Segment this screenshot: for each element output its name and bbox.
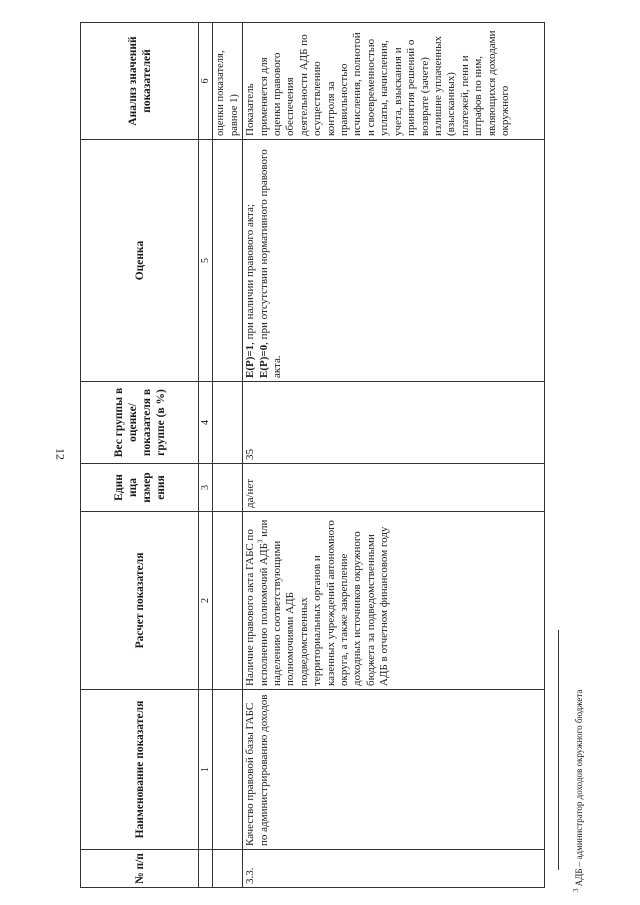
row-calculation: Наличие правового акта ГАБС по исполнению полномочий АДБ$^3$ или наделению соответствующими полномочиями АДБ подведомственных территориальных органов и казенных учреждений автономного округа, а также закрепление доходных источников окружного бюджета за подведомственными АДБ в отчетном финансовом году [243,512,545,690]
column-number-cell [199,850,213,888]
footnote: $^3$ АДБ – администратор доходов окружного бюджета [572,689,584,892]
column-number-row [199,23,213,888]
indicator-table [80,22,545,888]
row-score: E(P)=1, при наличии правового акта; E(P)=0, при отсутствии нормативного правового акта. [243,140,545,382]
rotated-table-container [80,23,545,888]
row-indicator-name: Качество правовой базы ГАБС по администрированию доходов [243,690,545,850]
header-cell-analysis: Анализ значений показателей [81,23,199,140]
header-cell-name: Наименование показателя [81,690,199,850]
footnote-ref: 3 [255,539,264,544]
row-unit: да/нет [243,464,545,512]
carry-over-cell: оценки показателя, равное 1) [213,23,243,140]
row-weight: 35 [243,382,545,464]
page-number: 12 [53,448,68,460]
carry-over-row [213,23,243,888]
table-row [243,23,545,888]
column-number-cell: 3 [199,464,213,512]
column-number-cell: 1 [199,690,213,850]
footnote-marker: 3 [572,888,580,892]
header-cell-score: Оценка [81,140,199,382]
column-number-cell: 6 [199,23,213,140]
header-cell-unit: Един ица измер ения [81,464,199,512]
header-row [81,23,199,888]
column-number-cell: 5 [199,140,213,382]
footnote-divider [558,630,559,870]
column-number-cell: 2 [199,512,213,690]
header-cell-calc: Расчет показателя [81,512,199,690]
header-cell-num: № п/п [81,850,199,888]
header-cell-weight: Вес группы в оценке/ показателя в группе (в %) [81,382,199,464]
column-number-cell: 4 [199,382,213,464]
row-number: 3.3. [243,850,545,888]
row-analysis: Показатель применяется для оценки правового обеспечения деятельности АДБ по осуществлению контроля за правильностью исчисления, полнотой и своевременностью уплаты, начисления, учета, взыскания и принятия решений о возврате (зачете) излишне уплаченных (взысканных) платежей, пени и штрафов по ним, являющихся доходами окружного [243,23,545,140]
